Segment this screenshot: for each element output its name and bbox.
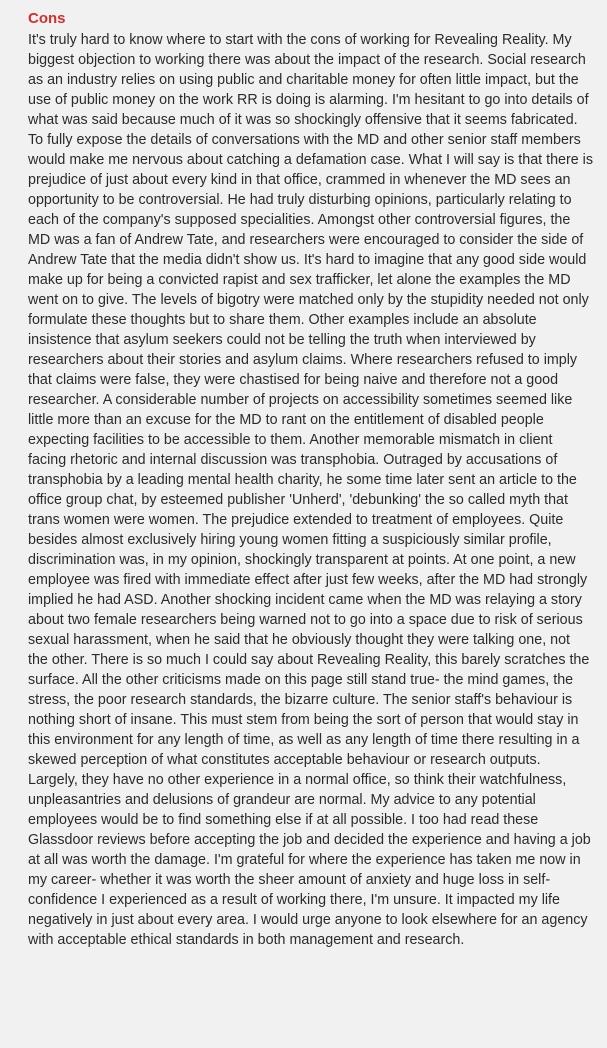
cons-heading: Cons [28,10,66,27]
cons-review-text: It's truly hard to know where to start with the cons of working for Revealing Reality. My biggest objection to working there was about the impact of the research. Social research as an industry relies on using public and charitable money for often little impact, but the use of public money on the work RR is doing is alarming. I'm hesitant to go into details of what was said because much of it was so shockingly offensive that it seems fabricated. To fully expose the details of conversations with the MD and other senior staff members would make me nervous about catching a defamation case. What I will say is that there is prejudice of just about every kind in that office, crammed in whenever the MD sees an opportunity to be controversial. He had truly disturbing opinions, particularly relating to each of the company's supposed specialities. Amongst other controversial figures, the MD was a fan of Andrew Tate, and researchers were encouraged to consider the side of Andrew Tate that the media didn't show us. It's hard to imagine that any good side would make up for being a convicted rapist and sex trafficker, let alone the examples the MD went on to give. The levels of bigotry were matched only by the stupidity needed not only formulate these thoughts but to share them. Other examples include an absolute insistence that asylum seekers could not be telling the truth when interviewed by researchers about their stories and asylum claims. Where researchers refused to imply that claims were false, they were chastised for being naive and therefore not a good researcher. A considerable number of projects on accessibility sometimes seemed like little more than an excuse for the MD to rant on the entitlement of disabled people expecting facilities to be accessible to them. Another memorable mismatch in client facing rhetoric and internal discussion was transphobia. Outraged by accusations of transphobia by a leading mental health charity, he some time later sent an article to the office group chat, by esteemed publisher 'Unherd', 'debunking' the so called myth that trans women were women. The prejudice extended to treatment of employees. Quite besides almost exclusively hiring young women fitting a suspiciously similar profile, discrimination was, in my opinion, shockingly transparent at points. At one point, a new employee was fired with immediate effect after just few weeks, after the MD had strongly implied he had ASD. Another shocking incident came when the MD was relaying a story about two female researchers being warned not to go into a space due to risk of serious sexual harassment, when he said that he obviously thought they were talking one, not the other. There is so much I could say about Revealing Reality, this barely scratches the surface. All the other criticisms made on this page still stand true- the mind games, the stress, the poor research standards, the bizarre culture. The senior staff's behaviour is nothing short of insane. This must stem from being the sort of person that would stay in this environment for any length of time, as well as any length of time there resulting in a skewed perception of what constitutes acceptable behaviour or research outputs. Largely, they have no other experience in a normal office, so think their watchfulness, unpleasantries and delusions of grandeur are normal. My advice to any potential employees would be to find something else if at all possible. I too had read these Glassdoor reviews before accepting the job and decided the experience and having a job at all was worth the damage. I'm grateful for where the experience has taken me now in my career- whether it was worth the sheer amount of anxiety and huge loss in self-confidence I experienced as a result of working there, I'm unsure. It impacted my life negatively in just about every area. I would urge anyone to look elsewhere for an agency with acceptable ethical standards in both management and research. [28,32,594,948]
